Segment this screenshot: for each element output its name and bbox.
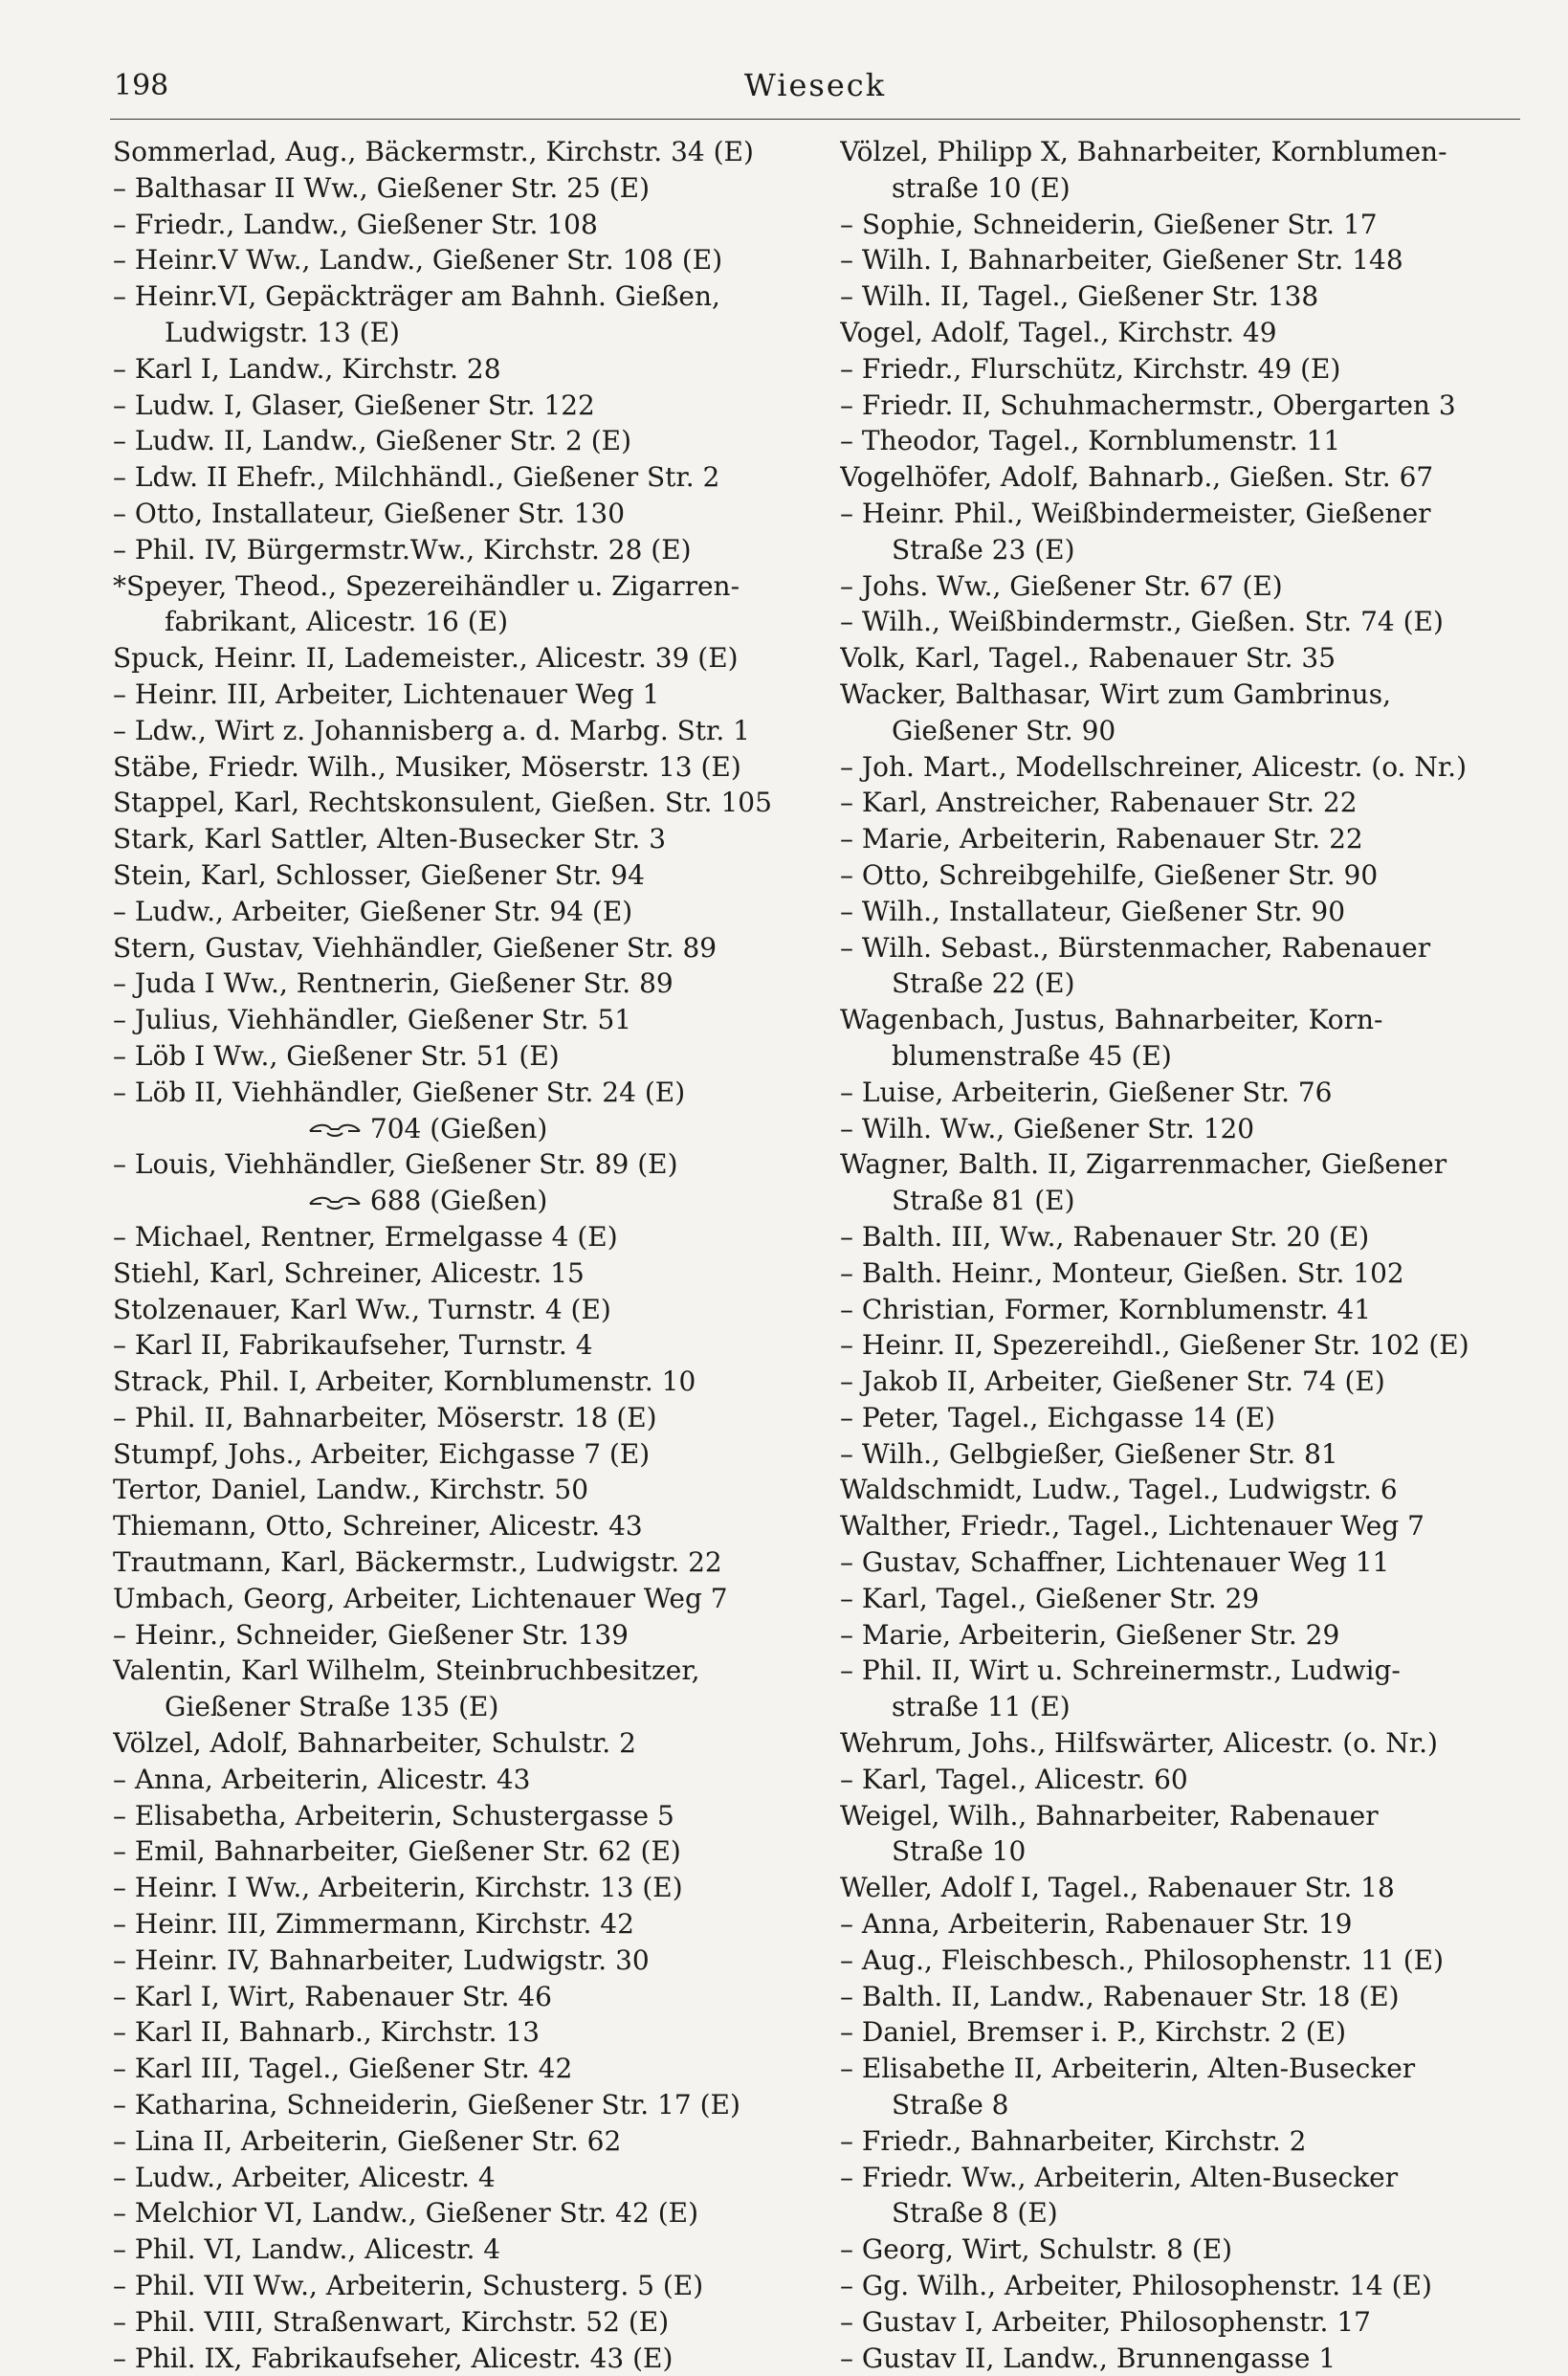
entry-text: – Ludw., Arbeiter, Gießener Str. 94 (E) — [113, 895, 633, 927]
entry-text: Wagner, Balth. II, Zigarrenmacher, Gießener — [840, 1148, 1447, 1181]
entry-text: straße 10 (E) — [892, 171, 1071, 204]
directory-entry — [840, 278, 1521, 315]
directory-entry — [840, 1508, 1521, 1544]
directory-entry — [113, 532, 816, 568]
directory-entry — [113, 1581, 816, 1617]
entry-text: – Heinr. III, Arbeiter, Lichtenauer Weg 1 — [113, 677, 660, 710]
directory-entry — [113, 1472, 816, 1508]
directory-entry — [113, 170, 816, 207]
directory-entry — [113, 1906, 816, 1943]
directory-entry — [840, 1906, 1521, 1943]
directory-entry — [840, 749, 1521, 786]
entry-text: – Julius, Viehhändler, Gießener Str. 51 — [113, 1004, 632, 1036]
directory-entry — [113, 1146, 816, 1183]
directory-entry — [113, 2087, 816, 2123]
directory-entry — [840, 2232, 1521, 2268]
directory-entry — [840, 1327, 1521, 1364]
page-number: 198 — [114, 69, 169, 102]
entry-text: – Löb I Ww., Gießener Str. 51 (E) — [113, 1039, 560, 1072]
directory-entry — [113, 1038, 816, 1075]
directory-entry — [113, 459, 816, 496]
page-header — [110, 65, 1520, 120]
entry-text: Waldschmidt, Ludw., Tagel., Ludwigstr. 6 — [840, 1474, 1398, 1506]
entry-text: Stark, Karl Sattler, Alten-Busecker Str. 3 — [113, 823, 667, 855]
entry-text: Stumpf, Johs., Arbeiter, Eichgasse 7 (E) — [113, 1437, 651, 1470]
directory-entry — [840, 1943, 1521, 1979]
entry-text: Trautmann, Karl, Bäckermstr., Ludwigstr. 22 — [113, 1546, 722, 1579]
entry-text: – Jakob II, Arbeiter, Gießener Str. 74 (E) — [840, 1366, 1385, 1398]
directory-entry — [113, 496, 816, 532]
entry-text: – Phil. II, Wirt u. Schreinermstr., Ludwig- — [840, 1654, 1401, 1687]
directory-entry — [840, 1219, 1521, 1255]
directory-entry — [113, 134, 816, 170]
entry-text: – Katharina, Schneiderin, Gießener Str. 17 (E) — [113, 2089, 740, 2121]
entry-text: – Peter, Tagel., Eichgasse 14 (E) — [840, 1401, 1276, 1433]
entry-text: Stiehl, Karl, Schreiner, Alicestr. 15 — [113, 1256, 585, 1289]
directory-entry — [113, 1255, 816, 1292]
directory-entry — [840, 677, 1521, 713]
directory-entry — [840, 1653, 1521, 1689]
directory-entry — [113, 2195, 816, 2232]
entry-text: Spuck, Heinr. II, Lademeister., Alicestr. 39 (E) — [113, 642, 739, 675]
directory-entry — [113, 604, 816, 640]
directory-entry — [113, 1111, 816, 1147]
directory-entry — [840, 1002, 1521, 1038]
directory-entry — [113, 1653, 816, 1689]
telephone-icon — [308, 1194, 362, 1211]
directory-entry — [113, 930, 816, 966]
entry-text: Stäbe, Friedr. Wilh., Musiker, Möserstr. 13 (E) — [113, 750, 741, 783]
entry-text: – Johs. Ww., Gießener Str. 67 (E) — [840, 569, 1283, 602]
directory-entry — [840, 134, 1521, 170]
entry-text: – Karl, Tagel., Gießener Str. 29 — [840, 1582, 1260, 1614]
entry-text: Walther, Friedr., Tagel., Lichtenauer Weg 7 — [840, 1510, 1424, 1543]
entry-text: – Phil. VIII, Straßenwart, Kirchstr. 52 (E) — [113, 2305, 670, 2338]
entry-text: – Friedr., Landw., Gießener Str. 108 — [113, 208, 598, 240]
entry-text: Stein, Karl, Schlosser, Gießener Str. 94 — [113, 858, 645, 891]
entry-text: Wehrum, Johs., Hilfswärter, Alicestr. (o. Nr.) — [840, 1727, 1438, 1760]
directory-entry — [113, 568, 816, 605]
entry-text: – Phil. VII Ww., Arbeiterin, Schusterg. 5 (E) — [113, 2270, 704, 2302]
entry-text: blumenstraße 45 (E) — [892, 1039, 1172, 1072]
directory-entry — [840, 1472, 1521, 1508]
directory-entry — [113, 2232, 816, 2268]
directory-entry — [113, 242, 816, 278]
left-column — [113, 134, 816, 2376]
entry-text: – Karl II, Fabrikaufseher, Turnstr. 4 — [113, 1329, 593, 1362]
entry-text: – Aug., Fleischbesch., Philosophenstr. 11 (E) — [840, 1943, 1445, 1976]
directory-entry — [840, 604, 1521, 640]
entry-text: – Gg. Wilh., Arbeiter, Philosophenstr. 14 (E) — [840, 2270, 1432, 2302]
entry-text: – Löb II, Viehhändler, Gießener Str. 24 (E) — [113, 1076, 686, 1108]
page-title: Wieseck — [743, 67, 887, 103]
entry-text: – Phil. IV, Bürgermstr.Ww., Kirchstr. 28 (E) — [113, 533, 692, 566]
entry-text: – Theodor, Tagel., Kornblumenstr. 11 — [840, 425, 1341, 457]
directory-entry — [840, 1183, 1521, 1219]
directory-entry — [113, 1183, 816, 1219]
entry-text: – Wilh. II, Tagel., Gießener Str. 138 — [840, 280, 1319, 313]
entry-text: Straße 81 (E) — [892, 1185, 1075, 1217]
directory-entry — [840, 532, 1521, 568]
directory-entry — [113, 1400, 816, 1436]
directory-entry — [840, 2087, 1521, 2123]
entry-text: – Daniel, Bremser i. P., Kirchstr. 2 (E) — [840, 2016, 1346, 2049]
directory-entry — [113, 2341, 816, 2376]
entry-text: – Marie, Arbeiterin, Rabenauer Str. 22 — [840, 823, 1363, 855]
entry-text: – Heinr., Schneider, Gießener Str. 139 — [113, 1618, 629, 1651]
entry-text: – Balthasar II Ww., Gießener Str. 25 (E) — [113, 171, 651, 204]
directory-entry — [113, 1617, 816, 1654]
directory-entry — [840, 2341, 1521, 2376]
directory-entry — [113, 1292, 816, 1328]
directory-entry — [840, 1111, 1521, 1147]
entry-text: – Michael, Rentner, Ermelgasse 4 (E) — [113, 1220, 618, 1253]
entry-text: Tertor, Daniel, Landw., Kirchstr. 50 — [113, 1474, 589, 1506]
entry-text: – Karl III, Tagel., Gießener Str. 42 — [113, 2053, 573, 2085]
directory-entry — [840, 568, 1521, 605]
entry-text: Thiemann, Otto, Schreiner, Alicestr. 43 — [113, 1510, 643, 1543]
entry-text: Volk, Karl, Tagel., Rabenauer Str. 35 — [840, 642, 1336, 675]
directory-entry — [840, 2160, 1521, 2196]
entry-text: – Karl II, Bahnarb., Kirchstr. 13 — [113, 2016, 541, 2049]
directory-entry — [840, 821, 1521, 857]
directory-entry — [113, 1075, 816, 1111]
right-column — [840, 134, 1521, 2376]
directory-entry — [113, 857, 816, 894]
entry-text: – Elisabethe II, Arbeiterin, Alten-Busecker — [840, 2053, 1416, 2085]
entry-text: – Ludw. II, Landw., Gießener Str. 2 (E) — [113, 425, 632, 457]
entry-text: – Otto, Schreibgehilfe, Gießener Str. 90 — [840, 858, 1379, 891]
directory-entry — [840, 242, 1521, 278]
directory-entry — [840, 2195, 1521, 2232]
entry-text: Straße 23 (E) — [892, 533, 1075, 566]
directory-entry — [840, 1725, 1521, 1762]
directory-entry — [113, 821, 816, 857]
entry-text: Stern, Gustav, Viehhändler, Gießener Str. 89 — [113, 931, 718, 964]
directory-entry — [840, 640, 1521, 677]
directory-entry — [113, 1798, 816, 1834]
directory-entry — [113, 1364, 816, 1400]
entry-text: – Wilh. Ww., Gießener Str. 120 — [840, 1112, 1255, 1144]
directory-entry — [113, 1979, 816, 2015]
directory-entry — [840, 2304, 1521, 2341]
entry-text: Umbach, Georg, Arbeiter, Lichtenauer Weg 7 — [113, 1582, 728, 1614]
entry-text: – Luise, Arbeiterin, Gießener Str. 76 — [840, 1076, 1333, 1108]
directory-entry — [840, 1400, 1521, 1436]
entry-text: – Sophie, Schneiderin, Gießener Str. 17 — [840, 208, 1378, 240]
directory-entry — [113, 1762, 816, 1798]
entry-text: Wacker, Balthasar, Wirt zum Gambrinus, — [840, 677, 1391, 710]
entry-text: – Gustav I, Arbeiter, Philosophenstr. 17 — [840, 2305, 1371, 2338]
directory-entry — [113, 351, 816, 388]
entry-text: – Wilh. Sebast., Bürstenmacher, Rabenauer — [840, 931, 1431, 964]
entry-text: Wagenbach, Justus, Bahnarbeiter, Korn- — [840, 1004, 1383, 1036]
directory-entry — [840, 1292, 1521, 1328]
directory-entry — [840, 1798, 1521, 1834]
directory-entry — [113, 1725, 816, 1762]
directory-entry — [840, 1436, 1521, 1473]
entry-text: – Karl, Tagel., Alicestr. 60 — [840, 1763, 1188, 1795]
directory-entry — [113, 2160, 816, 2196]
entry-text: – Karl, Anstreicher, Rabenauer Str. 22 — [840, 787, 1358, 819]
directory-entry — [113, 315, 816, 351]
entry-text: Straße 10 — [892, 1835, 1027, 1868]
entry-text: – Balth. III, Ww., Rabenauer Str. 20 (E) — [840, 1220, 1370, 1253]
entry-text: – Melchior VI, Landw., Gießener Str. 42 (E) — [113, 2197, 698, 2230]
directory-entry — [113, 749, 816, 786]
entry-text: – Wilh. I, Bahnarbeiter, Gießener Str. 148 — [840, 244, 1403, 277]
directory-entry — [840, 857, 1521, 894]
entry-text: – Otto, Installateur, Gießener Str. 130 — [113, 497, 626, 529]
entry-text: Straße 8 — [892, 2089, 1009, 2121]
directory-entry — [113, 2304, 816, 2341]
entry-text: – Georg, Wirt, Schulstr. 8 (E) — [840, 2233, 1233, 2266]
entry-text: Vogel, Adolf, Tagel., Kirchstr. 49 — [840, 316, 1277, 348]
directory-entry — [840, 207, 1521, 243]
entry-text: – Lina II, Arbeiterin, Gießener Str. 62 — [113, 2124, 622, 2157]
entry-text: – Heinr. Phil., Weißbindermeister, Gießener — [840, 497, 1431, 529]
directory-entry — [113, 677, 816, 713]
directory-entry — [840, 966, 1521, 1002]
directory-entry — [840, 2123, 1521, 2160]
directory-entry — [113, 1870, 816, 1906]
directory-entry — [113, 1327, 816, 1364]
directory-entry — [113, 966, 816, 1002]
entry-text: Valentin, Karl Wilhelm, Steinbruchbesitzer, — [113, 1654, 700, 1687]
entry-text: Straße 22 (E) — [892, 967, 1075, 1000]
directory-entry — [840, 1255, 1521, 1292]
directory-entry — [840, 2051, 1521, 2087]
directory-entry — [840, 1762, 1521, 1798]
entry-text: Völzel, Philipp X, Bahnarbeiter, Kornblumen- — [840, 136, 1447, 167]
directory-entry — [113, 2123, 816, 2160]
directory-entry — [840, 2014, 1521, 2051]
entry-text: straße 11 (E) — [892, 1691, 1071, 1723]
entry-text: – Heinr. II, Spezereihdl., Gießener Str. 102 (E) — [840, 1329, 1469, 1362]
entry-text: – Wilh., Gelbgießer, Gießener Str. 81 — [840, 1437, 1338, 1470]
directory-entry — [840, 423, 1521, 459]
directory-entry — [840, 930, 1521, 966]
entry-text: Sommerlad, Aug., Bäckermstr., Kirchstr. 34 (E) — [113, 136, 754, 167]
directory-entry — [840, 1617, 1521, 1654]
entry-text: Stappel, Karl, Rechtskonsulent, Gießen. Str. 105 — [113, 787, 772, 819]
directory-entry — [840, 785, 1521, 821]
entry-text: – Heinr. III, Zimmermann, Kirchstr. 42 — [113, 1908, 634, 1941]
directory-entry — [113, 1436, 816, 1473]
entry-text: 704 (Gießen) — [369, 1112, 548, 1144]
entry-text: – Gustav, Schaffner, Lichtenauer Weg 11 — [840, 1546, 1390, 1579]
directory-entry — [840, 496, 1521, 532]
directory-entry — [840, 1075, 1521, 1111]
directory-entry — [113, 423, 816, 459]
directory-entry — [113, 2268, 816, 2304]
entry-text: – Joh. Mart., Modellschreiner, Alicestr. (o. Nr.) — [840, 750, 1467, 783]
entry-text: – Heinr. IV, Bahnarbeiter, Ludwigstr. 30 — [113, 1943, 650, 1976]
entry-text: – Phil. VI, Landw., Alicestr. 4 — [113, 2233, 501, 2266]
directory-entry — [840, 1689, 1521, 1725]
entry-text: – Ldw. II Ehefr., Milchhändl., Gießener Str. 2 — [113, 461, 720, 494]
directory-entry — [113, 1544, 816, 1581]
entry-text: – Louis, Viehhändler, Gießener Str. 89 (E) — [113, 1148, 678, 1181]
entry-text: 688 (Gießen) — [369, 1185, 548, 1217]
directory-entry — [840, 1833, 1521, 1870]
entry-text: – Marie, Arbeiterin, Gießener Str. 29 — [840, 1618, 1340, 1651]
directory-entry — [840, 388, 1521, 424]
entry-text: – Ludw., Arbeiter, Alicestr. 4 — [113, 2161, 496, 2193]
directory-entry — [840, 1979, 1521, 2015]
entry-text: Gießener Str. 90 — [892, 714, 1116, 746]
directory-entry — [113, 1002, 816, 1038]
directory-entry — [113, 1689, 816, 1725]
directory-entry — [840, 351, 1521, 388]
directory-entry — [840, 1038, 1521, 1075]
directory-entry — [113, 207, 816, 243]
directory-entry — [840, 1146, 1521, 1183]
entry-text: – Heinr.V Ww., Landw., Gießener Str. 108 (E) — [113, 244, 723, 277]
directory-entry — [113, 278, 816, 315]
entry-text: – Karl I, Wirt, Rabenauer Str. 46 — [113, 1980, 552, 2012]
entry-text: – Gustav II, Landw., Brunnengasse 1 — [840, 2342, 1336, 2374]
directory-entry — [113, 2051, 816, 2087]
entry-text: – Emil, Bahnarbeiter, Gießener Str. 62 (E) — [113, 1835, 681, 1868]
entry-text: – Friedr., Flurschütz, Kirchstr. 49 (E) — [840, 352, 1341, 385]
entry-text: – Anna, Arbeiterin, Alicestr. 43 — [113, 1763, 531, 1795]
entry-text: – Wilh., Weißbindermstr., Gießen. Str. 74 (E) — [840, 606, 1444, 638]
directory-entry — [113, 894, 816, 930]
telephone-icon — [308, 1121, 362, 1139]
entry-text: – Juda I Ww., Rentnerin, Gießener Str. 89 — [113, 967, 674, 1000]
entry-text: Vogelhöfer, Adolf, Bahnarb., Gießen. Str. 67 — [840, 461, 1434, 494]
entry-text: – Friedr., Bahnarbeiter, Kirchstr. 2 — [840, 2124, 1307, 2157]
directory-entry — [840, 1870, 1521, 1906]
directory-entry — [113, 2014, 816, 2051]
entry-text: Gießener Straße 135 (E) — [165, 1691, 499, 1723]
directory-entry — [113, 1508, 816, 1544]
entry-text: – Karl I, Landw., Kirchstr. 28 — [113, 352, 501, 385]
entry-text: Völzel, Adolf, Bahnarbeiter, Schulstr. 2 — [113, 1727, 636, 1760]
directory-entry — [113, 1219, 816, 1255]
entry-text: Ludwigstr. 13 (E) — [165, 316, 400, 348]
entry-text: – Wilh., Installateur, Gießener Str. 90 — [840, 895, 1346, 927]
directory-entry — [113, 388, 816, 424]
entry-text: – Balth. Heinr., Monteur, Gießen. Str. 102 — [840, 1256, 1404, 1289]
entry-text: – Heinr.VI, Gepäckträger am Bahnh. Gießen, — [113, 280, 720, 313]
directory-entry — [840, 170, 1521, 207]
directory-entry — [840, 1364, 1521, 1400]
directory-entry — [113, 1833, 816, 1870]
directory-entry — [113, 640, 816, 677]
entry-text: – Phil. II, Bahnarbeiter, Möserstr. 18 (E) — [113, 1401, 657, 1433]
entry-text: – Friedr. Ww., Arbeiterin, Alten-Busecker — [840, 2161, 1399, 2193]
entry-text: fabrikant, Alicestr. 16 (E) — [165, 606, 508, 638]
entry-text: Strack, Phil. I, Arbeiter, Kornblumenstr. 10 — [113, 1366, 696, 1398]
entry-text: – Heinr. I Ww., Arbeiterin, Kirchstr. 13 (E) — [113, 1872, 683, 1904]
entry-text: – Phil. IX, Fabrikaufseher, Alicestr. 43 (E) — [113, 2342, 674, 2374]
directory-entry — [840, 713, 1521, 749]
directory-entry — [113, 785, 816, 821]
entry-text: – Ldw., Wirt z. Johannisberg a. d. Marbg. Str. 1 — [113, 714, 750, 746]
entry-text: Weller, Adolf I, Tagel., Rabenauer Str. 18 — [840, 1872, 1395, 1904]
entry-text: – Balth. II, Landw., Rabenauer Str. 18 (E) — [840, 1980, 1400, 2012]
directory-entry — [840, 315, 1521, 351]
directory-entry — [840, 894, 1521, 930]
directory-entry — [113, 713, 816, 749]
entry-text: – Ludw. I, Glaser, Gießener Str. 122 — [113, 389, 595, 421]
directory-entry — [840, 1581, 1521, 1617]
directory-entry — [840, 2268, 1521, 2304]
entry-text: Straße 8 (E) — [892, 2197, 1058, 2230]
entry-text: – Elisabetha, Arbeiterin, Schustergasse 5 — [113, 1799, 674, 1832]
entry-text: *Speyer, Theod., Spezereihändler u. Zigarren- — [113, 569, 740, 602]
directory-entry — [840, 1544, 1521, 1581]
directory-entry — [113, 1943, 816, 1979]
directory-entry — [840, 459, 1521, 496]
entry-text: Weigel, Wilh., Bahnarbeiter, Rabenauer — [840, 1799, 1379, 1832]
entry-text: – Anna, Arbeiterin, Rabenauer Str. 19 — [840, 1908, 1353, 1941]
entry-text: – Christian, Former, Kornblumenstr. 41 — [840, 1293, 1372, 1325]
entry-text: Stolzenauer, Karl Ww., Turnstr. 4 (E) — [113, 1293, 611, 1325]
entry-text: – Friedr. II, Schuhmachermstr., Obergarten 3 — [840, 389, 1456, 421]
